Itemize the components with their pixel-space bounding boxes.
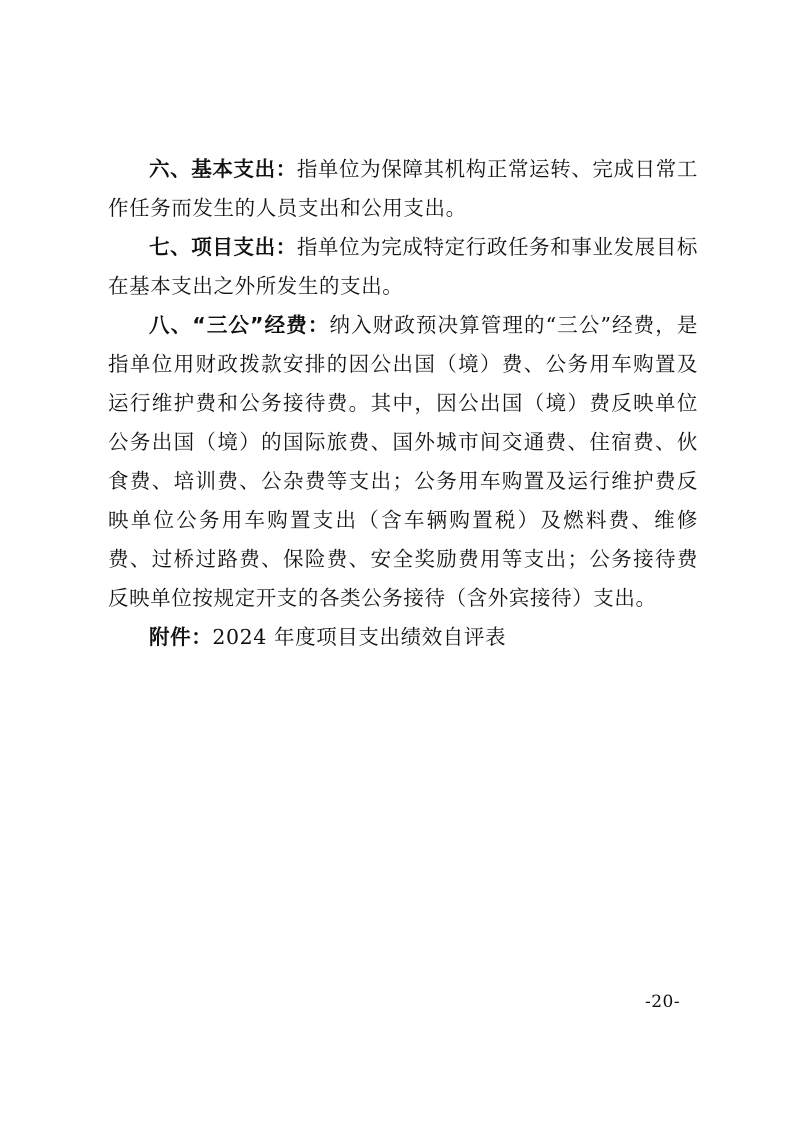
paragraph-text: 纳入财政预决算管理的“三公”经费，是指单位用财政拨款安排的因公出国（境）费、公务用车购置及运行维护费和公务接待费。其中，因公出国（境）费反映单位公务出国（境）的国际旅费、国外城市间交通费、住宿费、伙食费、培训费、公杂费等支出；公务用车购置及运行维护费反映单位公务用车购置支出（含车辆购置税）及燃料费、维修费、过桥过路费、保险费、安全奖励费用等支出；公务接待费反映单位按规定开支的各类公务接待（含外宾接待）支出。: [108, 313, 698, 610]
paragraph-heading: 六、基本支出：: [149, 157, 297, 181]
attachment-text: 2024 年度项目支出绩效自评表: [212, 625, 507, 649]
paragraph-three-public-expenses: [108, 306, 698, 618]
document-body: [108, 150, 698, 657]
paragraph-text: 指单位为完成特定行政任务和事业发展目标在基本支出之外所发生的支出。: [108, 235, 698, 298]
paragraph-basic-expenditure: [108, 150, 698, 228]
paragraph-text: 指单位为保障其机构正常运转、完成日常工作任务而发生的人员支出和公用支出。: [108, 157, 698, 220]
paragraph-heading: 七、项目支出：: [149, 235, 297, 259]
paragraph-project-expenditure: [108, 228, 698, 306]
paragraph-heading: 八、“三公”经费：: [149, 313, 330, 337]
attachment-line: [108, 618, 698, 657]
page-number: -20-: [645, 992, 681, 1012]
attachment-label: 附件：: [149, 625, 213, 649]
